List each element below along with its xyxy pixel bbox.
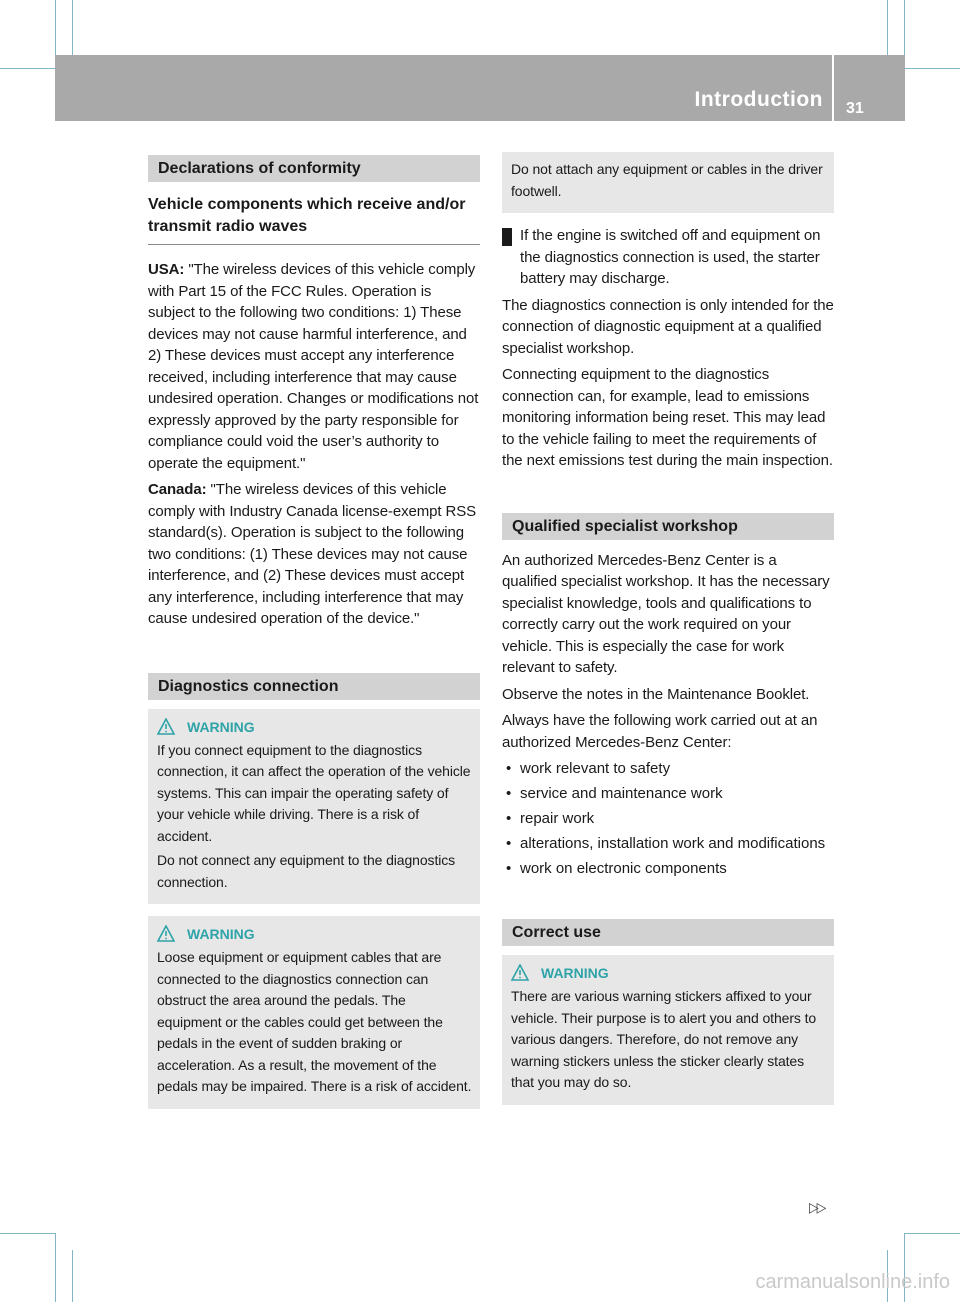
list-item-text: work on electronic components [520,860,727,877]
canada-paragraph [148,479,480,630]
crop-mark [72,1250,73,1302]
warning-text: Loose equipment or equipment cables that are connected to the diagnostics connection can obstruct the area around the pedals. The equipment or the cables could get between the pedals in the event of sudden braking or acceleration. As a result, the movement of the pedals may be impaired. There is a risk of accident. [157,949,472,1094]
watermark: carmanualsonline.info [755,1271,950,1293]
crop-mark [72,0,73,56]
crop-mark [904,1233,960,1234]
warning-box [148,709,480,905]
warning-text: Do not connect any equipment to the diagnostics connection. [157,852,456,890]
section-heading-correct-use: Correct use [502,919,834,946]
warning-triangle-icon [511,964,529,981]
continue-arrow-icon: ▷▷ [809,1200,825,1216]
chapter-title: Introduction [694,88,823,111]
bullet-icon: • [506,810,512,827]
body-paragraph: The diagnostics connection is only intended for the connection of diagnostic equipment at a qualified specialist workshop. [502,296,834,357]
page-number: 31 [846,100,864,117]
crop-mark [0,68,56,69]
list-item-text: work relevant to safety [520,760,671,777]
warning-label: WARNING [187,926,255,942]
crop-mark [904,0,905,56]
bullet-icon: • [506,860,512,877]
canada-text: "The wireless devices of this vehicle comply with Industry Canada license-exempt RSS standard(s). Operation is subject to the following two conditions: (1) These devices may not cause interference, and (2) These devices must accept any interference, including interference that may cause undesired operation of the device." [148,481,477,627]
body-paragraph: Always have the following work carried out at an authorized Mercedes-Benz Center: [502,712,818,751]
subheading-radio-components: Vehicle components which receive and/or transmit radio waves [148,194,480,245]
section-heading-diagnostics: Diagnostics connection [148,673,480,700]
warning-text: Do not attach any equipment or cables in the driver footwell. [511,161,823,199]
list-item-text: alterations, installation work and modifications [520,835,826,852]
note-paragraph [495,225,834,290]
body-paragraph: An authorized Mercedes-Benz Center is a qualified specialist workshop. It has the necessary specialist knowledge, tools and qualifications to correctly carry out the work required on your vehicle. This is especially the case for work relevant to safety. [502,551,830,676]
canada-label: Canada: [148,481,207,498]
usa-text: "The wireless devices of this vehicle comply with Part 15 of the FCC Rules. Operation is subject to the following two conditions: 1) These devices may not cause harmful interference, and 2) These devices must accept any interference received, including interference that may cause undesired operation. Changes or modifications not expressly approved by the party responsible for compliance could void the user’s authority to operate the equipment." [148,261,479,472]
bullet-icon: • [506,785,512,802]
list-item [502,758,834,780]
warning-heading [511,962,826,984]
body-paragraph: Observe the notes in the Maintenance Booklet. [502,685,810,703]
warning-text: If you connect equipment to the diagnostics connection, it can affect the operation of the vehicle systems. This can impair the operating safety of your vehicle while driving. There is a risk of accident. [157,741,471,844]
list-item [502,783,834,805]
list-item-text: repair work [520,810,595,827]
crop-mark [55,0,56,56]
crop-mark [55,1233,56,1302]
crop-mark [0,1233,56,1234]
exclamation-icon: ! [502,228,512,246]
note-text: If the engine is switched off and equipment on the diagnostics connection is used, the starter battery may discharge. [520,227,821,287]
usa-paragraph [148,259,480,474]
section-heading-declarations: Declarations of conformity [148,155,480,182]
list-item [502,858,834,880]
warning-triangle-icon [157,718,175,735]
warning-heading [157,923,472,945]
warning-triangle-icon [157,925,175,942]
crop-mark [887,0,888,56]
warning-heading [157,716,472,738]
work-list [502,758,834,880]
list-item [502,833,834,855]
header-divider [832,55,834,121]
left-column [148,155,480,1109]
warning-label: WARNING [187,718,255,735]
warning-box [502,955,834,1105]
section-heading-workshop: Qualified specialist workshop [502,513,834,540]
list-item-text: service and maintenance work [520,785,723,802]
warning-box [148,916,480,1109]
warning-label: WARNING [541,965,609,981]
warning-text: There are various warning stickers affixed to your vehicle. Their purpose is to alert you and others to various dangers. Therefore, do not remove any warning stickers unless the sticker clearly states that you may do so. [511,988,817,1090]
body-paragraph: Connecting equipment to the diagnostics connection can, for example, lead to emissions monitoring information being reset. This may lead to the vehicle failing to meet the requirements of the next emissions test during the main inspection. [502,366,833,469]
warning-continuation-box [502,152,834,213]
bullet-icon: • [506,835,512,852]
list-item [502,808,834,830]
right-column [495,152,834,1105]
bullet-icon: • [506,760,512,777]
crop-mark [904,68,960,69]
usa-label: USA: [148,261,185,278]
